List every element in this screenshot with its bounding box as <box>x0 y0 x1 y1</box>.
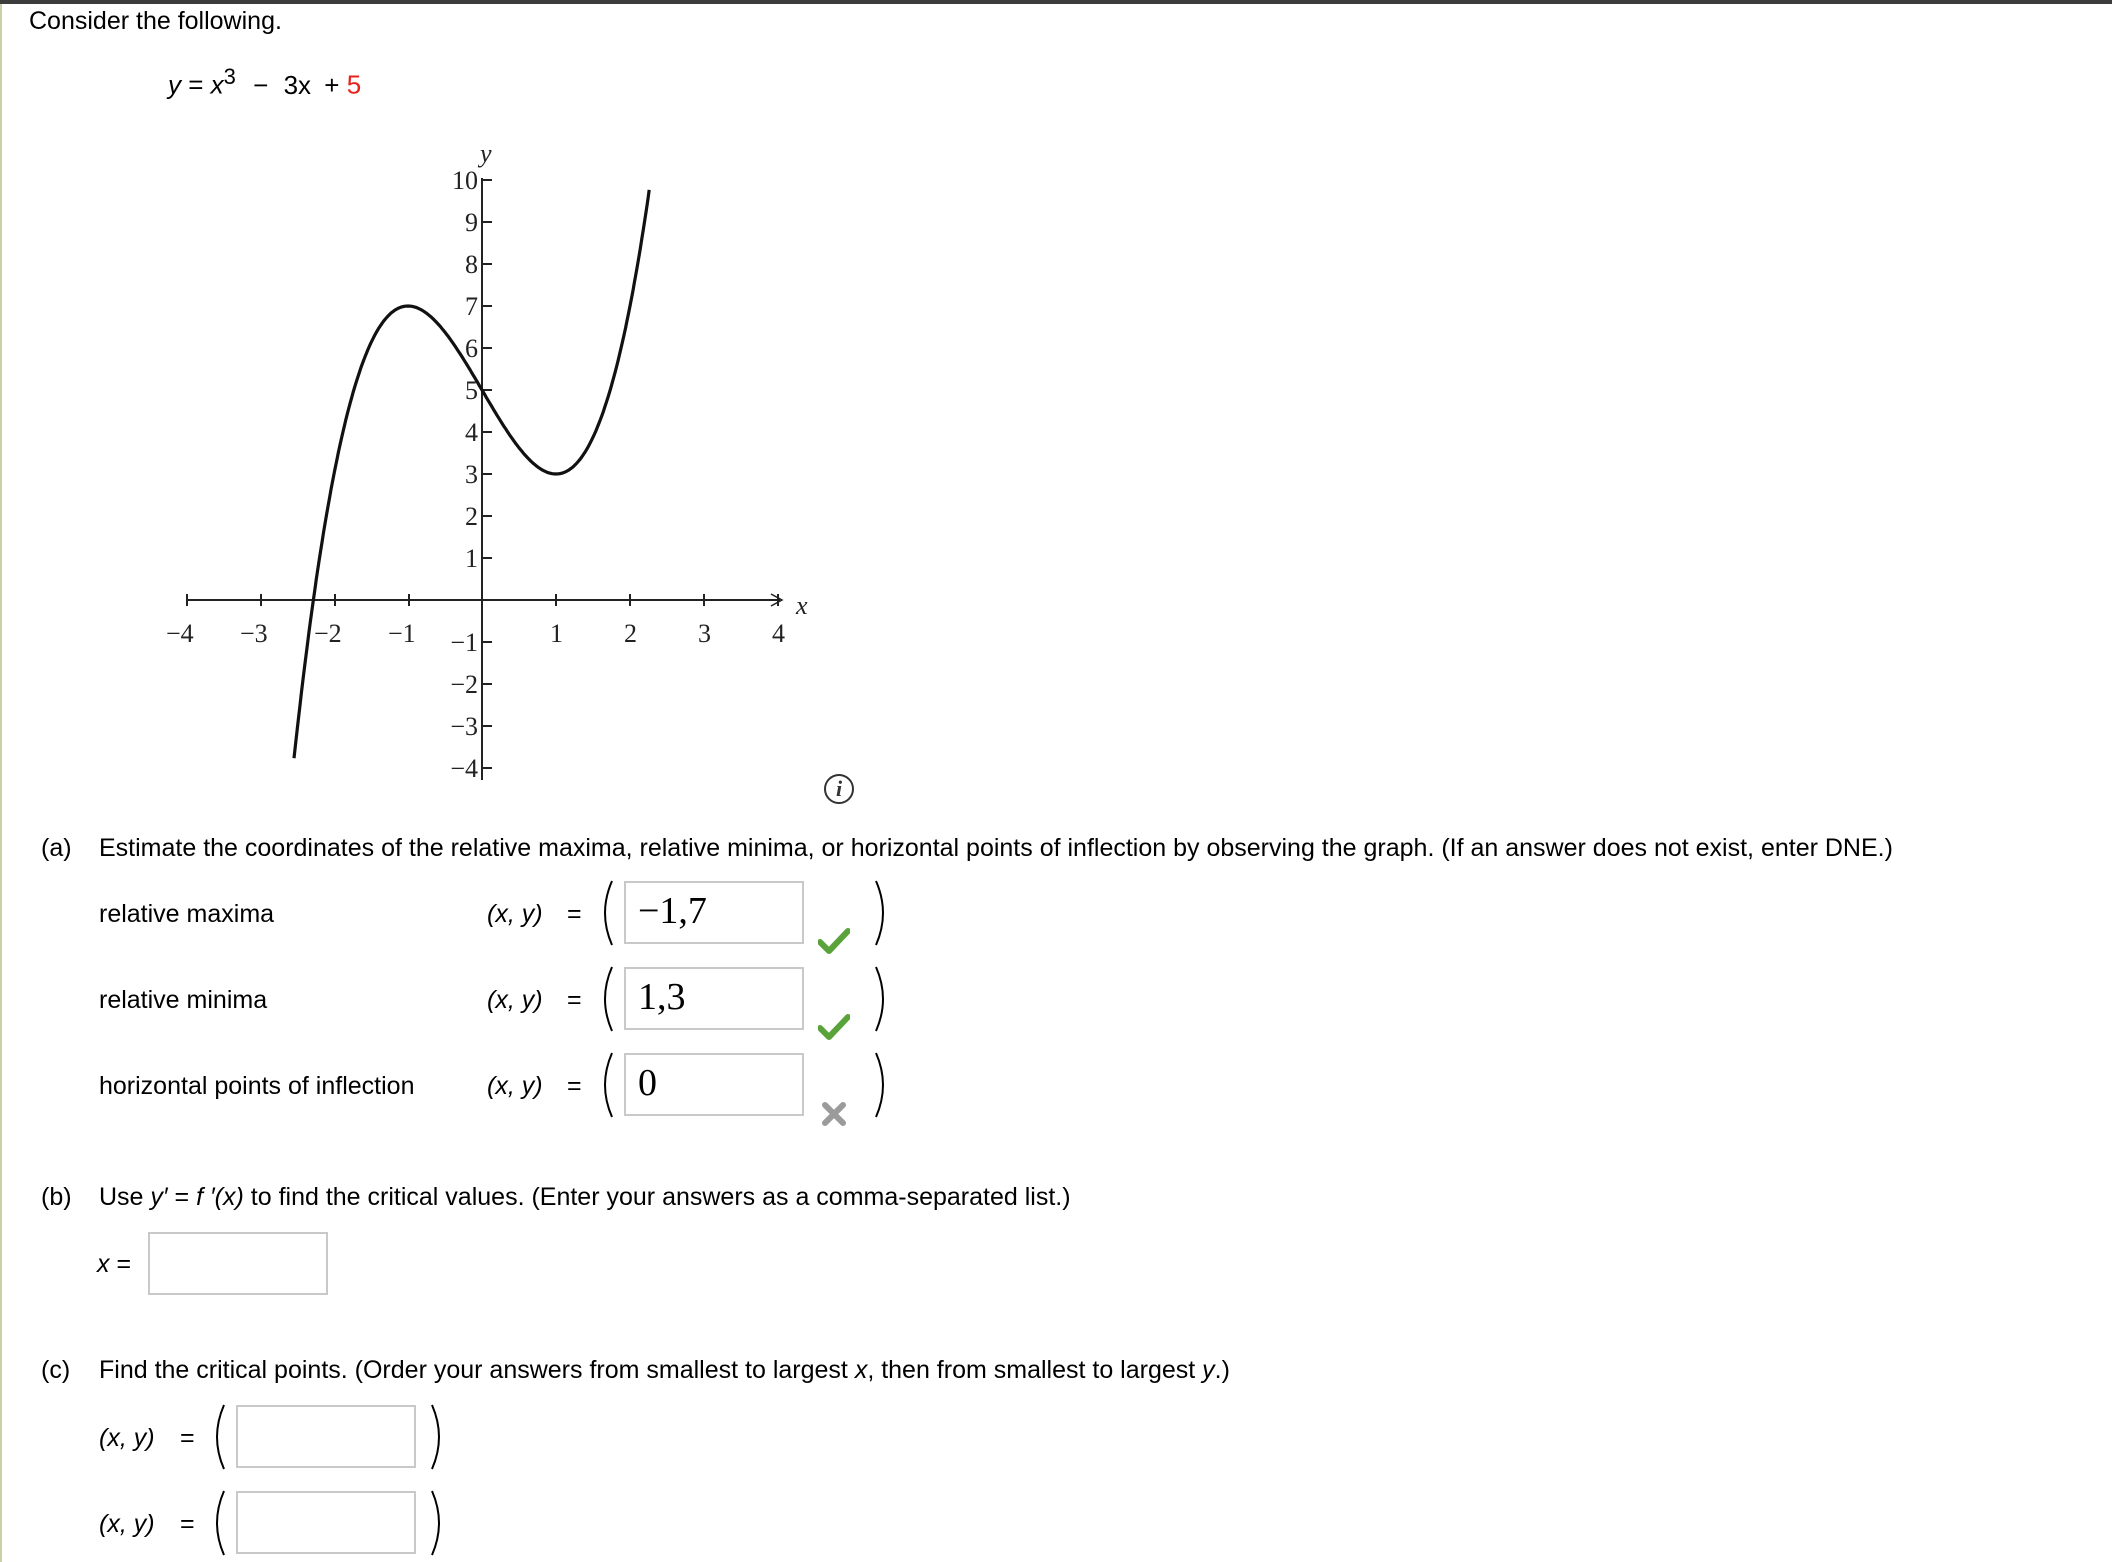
check-icon <box>818 928 850 954</box>
critical-point-2-input[interactable] <box>236 1491 416 1554</box>
x-equals-label: x = <box>97 1250 132 1278</box>
y-tick-label: 9 <box>465 208 478 237</box>
y-tick-label: 6 <box>465 334 478 363</box>
xy-label: (x, y) <box>487 900 543 928</box>
equation-x: x <box>210 69 224 100</box>
equation-term2: 3x <box>283 69 312 100</box>
y-tick-label: 3 <box>465 460 478 489</box>
x-tick-label: −2 <box>314 619 342 648</box>
equation-exponent: 3 <box>223 64 236 89</box>
y-tick-label: −3 <box>450 712 478 741</box>
x-tick-label: −1 <box>388 619 416 648</box>
part-b-letter: (b) <box>41 1183 72 1211</box>
y-tick-label: 7 <box>465 292 478 321</box>
xy-label: (x, y) <box>487 986 543 1014</box>
function-graph <box>0 0 900 820</box>
equals-sign: = <box>180 1510 195 1538</box>
intro-text: Consider the following. <box>29 7 282 35</box>
y-tick-label: 10 <box>452 166 478 195</box>
left-paren <box>208 1489 228 1557</box>
xy-label: (x, y) <box>99 1424 155 1452</box>
y-tick-label: −4 <box>450 754 478 783</box>
y-tick-label: 5 <box>465 376 478 405</box>
right-paren <box>428 1489 448 1557</box>
part-b-prompt: Use y′ = f ′(x) to find the critical values. (Enter your answers as a comma-separated list.) <box>99 1183 1071 1211</box>
critical-values-input[interactable] <box>148 1232 328 1295</box>
equals-sign: = <box>180 1424 195 1452</box>
equation-lhs: y <box>168 69 181 100</box>
relative-minima-label: relative minima <box>99 986 268 1014</box>
y-tick-label: 1 <box>465 544 478 573</box>
y-axis-label: y <box>480 139 492 168</box>
equals-sign: = <box>567 900 582 928</box>
relative-minima-input[interactable]: 1,3 <box>624 967 804 1030</box>
cross-icon <box>821 1101 847 1127</box>
left-paren <box>596 965 616 1033</box>
right-paren <box>872 1051 892 1119</box>
xy-label: (x, y) <box>487 1072 543 1100</box>
x-tick-label: −4 <box>166 619 194 648</box>
y-tick-marks <box>482 180 492 768</box>
left-paren <box>596 1051 616 1119</box>
part-c-prompt: Find the critical points. (Order your answers from smallest to largest x, then from smallest to largest y.) <box>99 1356 1230 1384</box>
y-tick-label: −2 <box>450 670 478 699</box>
equals-sign: = <box>567 1072 582 1100</box>
x-tick-label: 1 <box>550 619 563 648</box>
x-tick-label: 3 <box>698 619 711 648</box>
relative-maxima-label: relative maxima <box>99 900 275 928</box>
y-tick-label: 4 <box>465 418 478 447</box>
part-a-letter: (a) <box>41 834 72 862</box>
right-paren <box>872 879 892 947</box>
check-icon <box>818 1014 850 1040</box>
equation-minus: − <box>253 69 269 100</box>
equation-plus: + <box>324 69 340 100</box>
right-paren <box>872 965 892 1033</box>
inflection-input[interactable]: 0 <box>624 1053 804 1116</box>
left-paren <box>596 879 616 947</box>
left-paren <box>208 1403 228 1471</box>
y-tick-label: −1 <box>450 628 478 657</box>
inflection-label: horizontal points of inflection <box>99 1072 415 1100</box>
x-axis-label: x <box>796 591 808 620</box>
x-tick-label: 4 <box>772 619 785 648</box>
info-icon[interactable]: i <box>824 774 854 804</box>
x-tick-label: −3 <box>240 619 268 648</box>
xy-label: (x, y) <box>99 1510 155 1538</box>
equation-constant: 5 <box>346 69 362 100</box>
equation-equals: = <box>188 69 204 100</box>
y-tick-label: 2 <box>465 502 478 531</box>
relative-maxima-input[interactable]: −1,7 <box>624 881 804 944</box>
equals-sign: = <box>567 986 582 1014</box>
right-paren <box>428 1403 448 1471</box>
part-c-letter: (c) <box>41 1356 71 1384</box>
x-tick-label: 2 <box>624 619 637 648</box>
critical-point-1-input[interactable] <box>236 1405 416 1468</box>
part-a-prompt: Estimate the coordinates of the relative maxima, relative minima, or horizontal points of inflection by observing the graph. (If an answer does not exist, enter DNE.) <box>99 834 1893 862</box>
y-tick-label: 8 <box>465 250 478 279</box>
